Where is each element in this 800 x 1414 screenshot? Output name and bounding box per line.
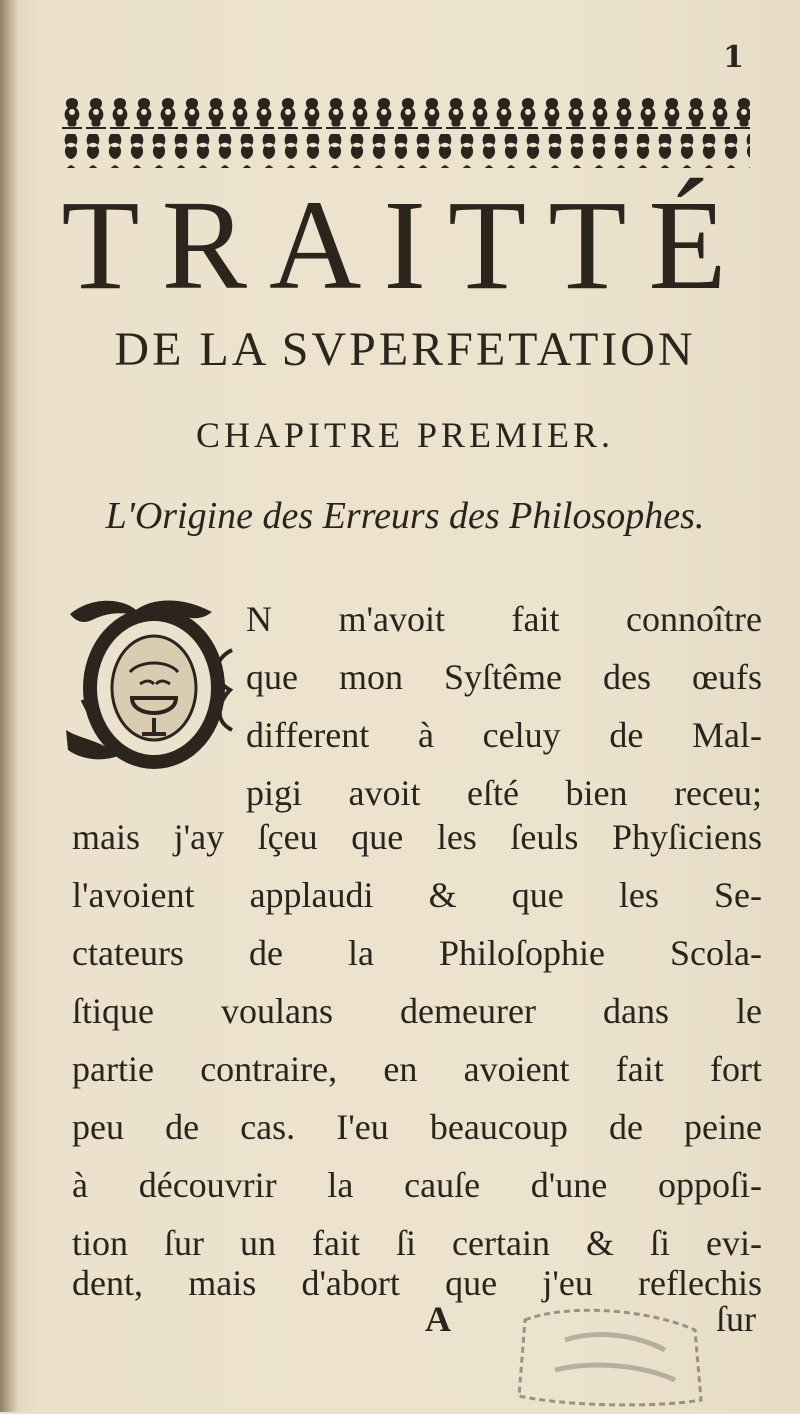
text-line-4: pigi avoit eſté bien receu;: [246, 773, 762, 813]
folio-number: 1: [723, 40, 744, 75]
section-heading: L'Origine des Erreurs des Philosophes.: [105, 495, 705, 537]
printers-ornament-band: [60, 94, 750, 170]
text-line-9: partie contraire, en avoient fait fort: [72, 1049, 762, 1089]
text-line-2: que mon Syſtême des œufs: [246, 657, 762, 697]
page-gutter: [0, 0, 18, 1412]
text-line-7: ctateurs de la Philoſophie Scola-: [72, 933, 762, 973]
book-subtitle: DE LA SVPERFETATION: [114, 323, 696, 376]
library-stamp: [505, 1300, 715, 1410]
text-line-1: N m'avoit fait connoître: [246, 599, 762, 639]
text-line-5: mais j'ay ſçeu que les ſeuls Phyſiciens: [72, 817, 762, 857]
text-line-6: l'avoient applaudi & que les Se-: [72, 875, 762, 915]
text-line-12: tion ſur un fait ſi certain & ſi evi-: [72, 1223, 762, 1263]
text-line-11: à découvrir la cauſe d'une oppoſi-: [72, 1165, 762, 1205]
text-line-8: ſtique voulans demeurer dans le: [72, 991, 762, 1031]
text-line-13: dent, mais d'abort que j'eu reflechis: [72, 1263, 762, 1303]
text-line-10: peu de cas. I'eu beaucoup de peine: [72, 1107, 762, 1147]
decorated-initial-o: [62, 590, 237, 770]
chapter-heading: CHAPITRE PREMIER.: [195, 415, 615, 455]
catchword: ſur: [716, 1299, 756, 1339]
text-line-3: different à celuy de Mal-: [246, 715, 762, 755]
signature-mark: A: [425, 1299, 451, 1339]
book-title: TRAITTÉ: [61, 174, 749, 316]
